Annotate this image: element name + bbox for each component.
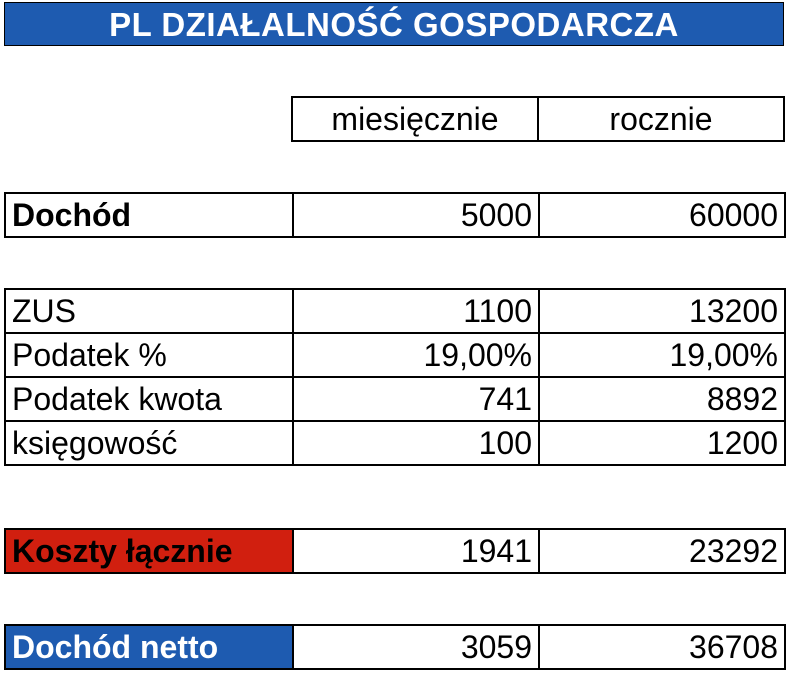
cost-label-accounting[interactable]: księgowość: [5, 421, 293, 465]
income-table: [4, 192, 786, 238]
net-income-label[interactable]: Dochód netto: [5, 625, 293, 669]
cost-row-tax-amount: [5, 377, 785, 421]
cost-yearly-accounting[interactable]: 1200: [539, 421, 785, 465]
header-empty-cell: [4, 97, 292, 141]
cost-row-zus: [5, 289, 785, 333]
cost-yearly-tax-amount[interactable]: 8892: [539, 377, 785, 421]
net-income-yearly[interactable]: 36708: [539, 625, 785, 669]
cost-row-accounting: [5, 421, 785, 465]
total-costs-label[interactable]: Koszty łącznie: [5, 529, 293, 573]
income-row: [5, 193, 785, 237]
cost-yearly-tax-percent[interactable]: 19,00%: [539, 333, 785, 377]
sheet-title: PL DZIAŁALNOŚĆ GOSPODARCZA: [4, 2, 784, 46]
income-label[interactable]: Dochód: [5, 193, 293, 237]
total-costs-monthly[interactable]: 1941: [293, 529, 539, 573]
net-income-row: [5, 625, 785, 669]
cost-yearly-zus[interactable]: 13200: [539, 289, 785, 333]
header-table: [4, 96, 785, 142]
income-monthly[interactable]: 5000: [293, 193, 539, 237]
cost-label-tax-amount[interactable]: Podatek kwota: [5, 377, 293, 421]
cost-monthly-tax-amount[interactable]: 741: [293, 377, 539, 421]
header-row: [4, 97, 784, 141]
cost-label-tax-percent[interactable]: Podatek %: [5, 333, 293, 377]
income-yearly[interactable]: 60000: [539, 193, 785, 237]
cost-monthly-accounting[interactable]: 100: [293, 421, 539, 465]
cost-row-tax-percent: [5, 333, 785, 377]
cost-monthly-zus[interactable]: 1100: [293, 289, 539, 333]
header-yearly[interactable]: rocznie: [538, 97, 784, 141]
costs-table: [4, 288, 786, 466]
total-costs-row: [5, 529, 785, 573]
total-costs-yearly[interactable]: 23292: [539, 529, 785, 573]
cost-monthly-tax-percent[interactable]: 19,00%: [293, 333, 539, 377]
net-income-table: [4, 624, 786, 670]
total-costs-table: [4, 528, 786, 574]
net-income-monthly[interactable]: 3059: [293, 625, 539, 669]
cost-label-zus[interactable]: ZUS: [5, 289, 293, 333]
header-monthly[interactable]: miesięcznie: [292, 97, 538, 141]
